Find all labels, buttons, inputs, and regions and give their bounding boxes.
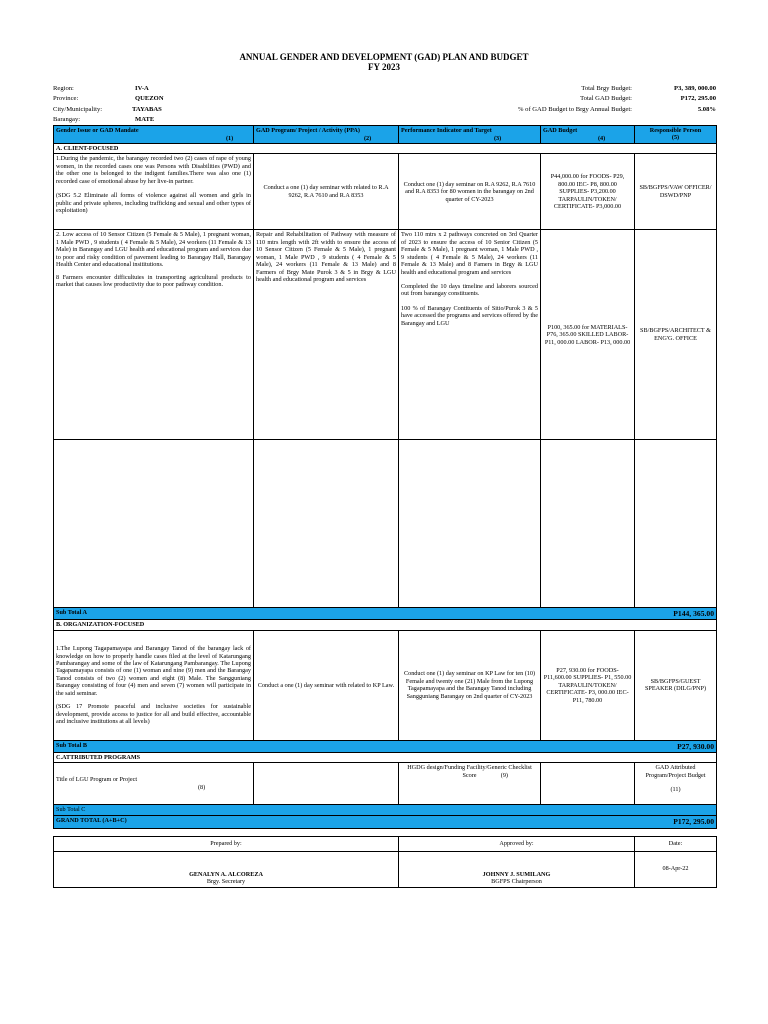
hgdg-score-cell: HGDG design/Funding Facility/Generic Checklist Score (9) — [399, 763, 541, 805]
approved-by-title: BGFPS Chairperson — [491, 878, 542, 886]
prepared-by-name: GENALYN A. ALCOREZA — [189, 870, 263, 878]
gad-percent-label: % of GAD Budget to Brgy Annual Budget: — [518, 106, 632, 113]
total-brgy-budget-value: P3, 389, 000.00 — [674, 85, 716, 92]
budget-cell: P100, 365.00 for MATERIALS- P76, 365.00 SKILLED LABOR- P11, 000.00 LABOR- P13, 000.00 — [541, 230, 635, 440]
subtotal-a-row: Sub Total A P144, 365.00 — [54, 608, 717, 620]
barangay-label: Barangay: — [53, 116, 81, 123]
gad-plan-table — [53, 125, 717, 888]
date-label: Date: — [635, 836, 717, 851]
subtotal-a-value: P144, 365.00 — [673, 609, 714, 619]
subtotal-c-row: Sub Total C — [54, 805, 717, 816]
total-gad-budget-label: Total GAD Budget: — [580, 95, 632, 102]
indicator-cell: Two 110 mtrs x 2 pathways concreted on 3rd Quarter of 2023 to ensure the access of 10 Senior Citizen (5 Female & 5 Male), 1 pregnant woman, 1 Male PWD , 9 students ( 4 Female & 5 Male), 24 workers (11 Female & 13 Male) and 8 Famers in Brgy & LGU health and educational program and services Completed the 10 days timeline and laborers sourced out from barangay constituents. 100 % of Barangay Contituents of Sitio/Purok 3 & 5 have accessed the programs and services offered by the Barangay and LGU — [399, 230, 541, 440]
grand-total-value: P172, 295.00 — [673, 817, 714, 827]
prepared-by-cell — [54, 851, 399, 887]
gender-issue-cell: 1.The Lupong Tagapamayapa and Barangay Tanod of the barangay lack of knowledge on how to properly handle cases filed at the level of Katarungang Pambarangay and some of the law of Katarungang Pambarangay. The Lupong Tagapamayapa consists of one (1) woman and nine (9) men and the Barangay Tanod consists of two (2) women and eight (8) Male. The Sangguniang Barangay consisting of four (4) men and seven (7) women will participate in the said seminar. (SDG 17 Promote peaceful and inclusive societies for sustainable development, provide access to justice for all and build effective, accountable and inclusive institutions at all levels) — [54, 630, 254, 740]
approved-by-label: Approved by: — [399, 836, 635, 851]
signature-label-row — [54, 836, 717, 851]
indicator-cell: Conduct one (1) day seminar on R.A 9262, R.A 7610 and R.A 8353 for 80 women in the barangay on 2nd quarter of CY-2023 — [399, 154, 541, 230]
indicator-cell: Conduct one (1) day seminar on KP Law for ten (10) Female and twenty one (21) Male from the Lupong Tagapamayapa and the Barangay Tanod including Sangguniang Barangay on 2nd quarter of CY-2023 — [399, 630, 541, 740]
section-client-focused: A. CLIENT-FOCUSED — [54, 143, 717, 153]
region-value: IV-A — [135, 85, 149, 92]
total-brgy-budget-label: Total Brgy Budget: — [581, 85, 632, 92]
gender-issue-cell: 2. Low access of 10 Sensor Citizen (5 Female & 5 Male), 1 pregnant woman, 1 Male PWD , 9 students ( 4 Female & 5 Male), 24 workers (11 Female & 13 Male) in Barangay and LGU health and educational program and services due to poor and risky condition of pavement leading to Barangay Hall, Barangay Health Center and educational insititutions. 8 Farmers encounter difficultuies in transporting agricultural products to market that causes low productivity due to poor pathway condition. — [54, 230, 254, 440]
ppa-cell: Conduct a one (1) day seminar with related to R.A 9262, R.A 7610 and R.A 8353 — [254, 154, 399, 230]
attributed-programs-row — [54, 763, 717, 805]
ppa-cell: Repair and Rehabilitation of Pathway with measure of 110 mtrs length with 2ft width to ensure the access of 10 Sensor Citizen (5 Female & 5 Male), 1 pregnant woman, 1 Male PWD , 9 students ( 4 Female & 5 Male), 24 workers (11 Female & 13 Male) and 8 Farmers of Brgy Mate Purok 3 & 5 in Brgy & LGU health and educational program and services — [254, 230, 399, 440]
lgu-program-title-cell: Title of LGU Program or Project (8) — [54, 763, 254, 805]
header-indicator: Performance Indicator and Target (3) — [399, 126, 541, 144]
section-attributed-programs: C.ATTRIBUTED PROGRAMS — [54, 752, 717, 762]
header-ppa: GAD Program/ Project / Activity (PPA) (2) — [254, 126, 399, 144]
blank-separator-row — [54, 828, 717, 836]
approved-by-name: JOHNNY J. SUMILANG — [482, 870, 551, 878]
date-value: 08-Apr-22 — [635, 851, 717, 887]
table-header-row — [54, 126, 717, 144]
table-row — [54, 630, 717, 740]
province-label: Province: — [53, 95, 79, 102]
table-row — [54, 230, 717, 440]
fiscal-year: FY 2023 — [368, 62, 400, 72]
header-responsible-person: Responsible Person (5) — [635, 126, 717, 144]
page-title: ANNUAL GENDER AND DEVELOPMENT (GAD) PLAN AND BUDGET — [239, 52, 529, 62]
barangay-value: MATE — [135, 116, 155, 123]
region-label: Region: — [53, 85, 74, 92]
signature-row — [54, 851, 717, 887]
responsible-person-cell: SB/BGFPS/VAW OFFICER/ DSWD/PNP — [635, 154, 717, 230]
responsible-person-cell: SB/BGFPS/GUEST SPEAKER (DILG/PNP) — [635, 630, 717, 740]
prepared-by-title: Brgy. Secretary — [206, 878, 246, 886]
subtotal-b-row: Sub Total B P27, 930.00 — [54, 740, 717, 752]
city-label: City/Municipality: — [53, 106, 103, 113]
header-gad-budget: GAD Budget (4) — [541, 126, 635, 144]
ppa-cell: Conduct a one (1) day seminar with related to KP Law. — [254, 630, 399, 740]
table-row-empty — [54, 440, 717, 608]
section-organization-focused: B. ORGANIZATION-FOCUSED — [54, 620, 717, 630]
city-value: TAYABAS — [132, 106, 162, 113]
approved-by-cell — [399, 851, 635, 887]
responsible-person-cell: SB/BGFPS/ARCHITECT & ENG'G. OFFICE — [635, 230, 717, 440]
budget-cell: P27, 930.00 for FOODS- P11,600.00 SUPPLIES- P1, 550.00 TARPAULIN/TOKEN/ CERTIFICATE- P3, 000.00 IEC-P11, 780.00 — [541, 630, 635, 740]
gad-percent-value: 5.08% — [697, 106, 716, 113]
total-gad-budget-value: P172, 295.00 — [680, 95, 716, 102]
grand-total-row: GRAND TOTAL (A+B+C) P172, 295.00 — [54, 816, 717, 828]
attributed-budget-cell: GAD Attributed Program/Project Budget (11) — [635, 763, 717, 805]
table-row — [54, 154, 717, 230]
province-value: QUEZON — [135, 95, 164, 102]
subtotal-b-value: P27, 930.00 — [677, 741, 714, 751]
gender-issue-cell: 1.During the pandemic, the barangay recorded two (2) cases of rape of young women, in the recorded cases one was Persons with Disabilities (PWD) and the other one is belonged to the indigent families.There was also one (1) recorded case of emotional abuse by her live-in partner. (SDG 5.2 Eliminate all forms of violence against all women and girls in public and private spheres, including trafficking and sexual and other types of exploitation) — [54, 154, 254, 230]
prepared-by-label: Prepared by: — [54, 836, 399, 851]
header-gender-issue: Gender Issue or GAD Mandate (1) — [54, 126, 254, 144]
budget-cell: P44,000.00 for FOODS- P29, 800.00 IEC- P8, 800.00 SUPPLIES- P3,200.00 TARPAULIN/TOKEN/ CERTIFICATE- P3,000.00 — [541, 154, 635, 230]
